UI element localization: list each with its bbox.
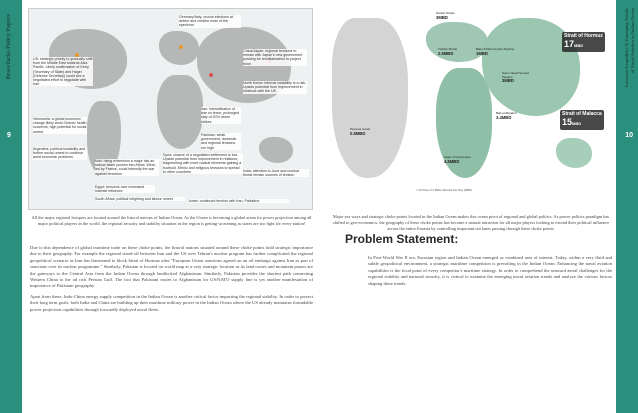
left-paragraph-2: Apart from these, Indo-China energy supply competition in the Indian Ocean is another critical factor impacting the regional stability. In order to protect their long term goals, both India and China are building up their maritime military power in the Indian Ocean where the US already maintains formidable power projection capabilities through forwardly deployed naval fleets. xyxy=(30,293,313,312)
problem-paragraph: In Post-World War II era, Eurasian region and Indian Ocean emerged as combined area of interest. Today, within a very fluid and subtle geopolitical environment, a strategic maritime competition is prevailing in the Indian Ocean. Enhancing the naval aviation capabilities is the focal point of every competitor's maritime strategy. In order to comprehend the seaward aerial challenges for the regional stability and national security, it is critical to examine the emerging naval aviation trends and analyze the various factors shaping these trends. xyxy=(368,255,612,286)
australia-landmass xyxy=(556,138,592,168)
right-page-number: 10 xyxy=(625,132,633,139)
problem-statement-heading: Problem Statement: xyxy=(345,232,459,246)
point-danish-straits: Danish Straits 3MBD xyxy=(436,11,455,20)
point-turkish-straits: Turkish Straits 2.9MBD xyxy=(438,47,458,56)
callout-egypt: Egypt: tensions over increased Islamist influence xyxy=(95,185,155,193)
left-figure-caption: All the major regional hotspots are located around the littoral nations of Indian Ocean. As the Ocean is becoming a global arena for power projection among all major political players in the world, the regional security and stability situation in the region is getting worsening as states are too fight for every nation! xyxy=(31,215,312,226)
callout-mali: Mali: rising extremism a major risk as radical Islam pushes into Africa. West, led by France, could intensify the war against terrorism xyxy=(95,159,159,176)
chokepoint-hormuz xyxy=(562,32,605,52)
point-panama: Panama Canal 0.8MBD xyxy=(350,127,370,136)
left-paragraph-1: Due to this dependence of global maritime trade on these choke points, the littoral nations situated around these choke points hold strategic importance due to their geography. For example the regional stand-off between Iran and the US over Tehran's nuclear program has further complicated the regional geopolitical scenario as Iran has threatened to block Strait of Hormuz after "European Union sanctions agreed on an oil embargo against Iran as part of sanctions over its nuclear programme." Similarly, Pakistan is located on world map at a very strategic location as its land routes and mountain passes are the gateways to the Central Asia from the Indian Ocean through landlocked Afghanistan. Similarly, Pakistan provides the shortest path connecting Western China to the oil rich Persian Gulf. The fact that Pakistani routes to Afghanistan for US/NATO supply line is yet another manifestation of importance of Pakistani geography. xyxy=(30,245,313,289)
point-btc-pipeline: Baku-Tbilisi-Ceyhan Pipeline 1MBD xyxy=(476,47,515,56)
australia-landmass xyxy=(259,137,293,163)
hotspot-marker-europe xyxy=(179,45,183,49)
callout-israel: Israel: continued tension with Iran, Palestine xyxy=(189,199,289,203)
point-cape-good-hope: Cape of Good Hope 4.5MBD xyxy=(444,155,471,164)
map-legend: = Oil Flow of 3 Million Barrels Per Day (MBD) xyxy=(416,188,473,192)
callout-south-africa: South Africa: political infighting and labour unrest xyxy=(95,197,185,201)
point-bab-el-mandeb: Bab-el-Mandeb 3.4MBD xyxy=(496,111,517,120)
chokepoint-malacca xyxy=(560,110,604,130)
europe-landmass xyxy=(426,22,488,62)
chokepoints-map xyxy=(326,8,612,204)
callout-argentina: Argentina: political instability and further social unrest to continue amid economic problems xyxy=(33,147,86,160)
callout-china-japan: China/Japan: regional tensions to remain with Japan's new government pushing for remilitarisation to project force xyxy=(243,49,307,66)
left-running-head: BrassTacks Policy Papers xyxy=(6,14,12,80)
callout-us: US: strategic priority to gradually shift from the Middle East towards Asia Pacific. Likely confirmation of Kerry (Secretary of State) and Hagel (Defense Secretary) could see a negotiated effort to negotiate with Iran xyxy=(33,57,93,87)
chokepoint-hormuz-name: Strait of Hormuz xyxy=(564,33,603,39)
americas-landmass xyxy=(332,18,408,178)
point-suez: Suez Canal/ Sumed Pipeline 3MBD xyxy=(502,71,529,84)
callout-germany: Germany/Italy: crucial elections at debtor and creditor ends of the spectrum xyxy=(179,15,241,28)
callout-venezuela: Venezuela: a global economic change likely amid Chavez health concerns, high potential for social unrest xyxy=(33,117,87,134)
left-body-text xyxy=(30,245,313,317)
right-running-head-line1: Eurasian Geopolitics & Emerging Trends xyxy=(624,8,629,88)
callout-syria: Syria: chance of a negotiated settlement is low. Upside potential from improvement in relations; fragmenting with more radical elements gaining a foothold. Ethnic and religious tensions to spread to other countries xyxy=(163,153,242,174)
callout-pakistan: Pakistan: weak government, domestic and regional tensions run high xyxy=(201,133,241,150)
world-hotspots-map xyxy=(28,8,313,210)
chokepoint-malacca-value: 15MBD xyxy=(562,117,582,127)
chokepoint-malacca-name: Strait of Malacca xyxy=(562,111,602,117)
africa-landmass xyxy=(157,75,203,149)
hotspot-marker-middle-east xyxy=(209,73,213,77)
right-figure-caption: Major sea ways and strategic choke points located in the Indian Ocean makes this ocean pivot of regional and global politics. As power politics paradigm has shifted to geo-economics, the geography of these choke points has become a natural attraction for all major players looking to extend their political influence across the entire Eurasia by controlling important sea lanes passing through these choke points. xyxy=(332,214,610,231)
left-page-number: 9 xyxy=(7,132,11,139)
problem-statement-text xyxy=(368,255,612,291)
chokepoint-hormuz-value: 17MBD xyxy=(564,39,584,49)
callout-india: India: attention to June and nuclear threat remain sources of tension xyxy=(243,169,309,177)
callout-north-korea: North Korea: internal instability is a risk. Upside potential from improvement in relations with the US xyxy=(243,81,307,94)
right-running-head-line2: of Naval Aviation in Indian Ocean xyxy=(630,8,635,74)
callout-iran: Iran: intensification of war on terror, prolonged stay of US's drone strikes xyxy=(201,107,240,124)
